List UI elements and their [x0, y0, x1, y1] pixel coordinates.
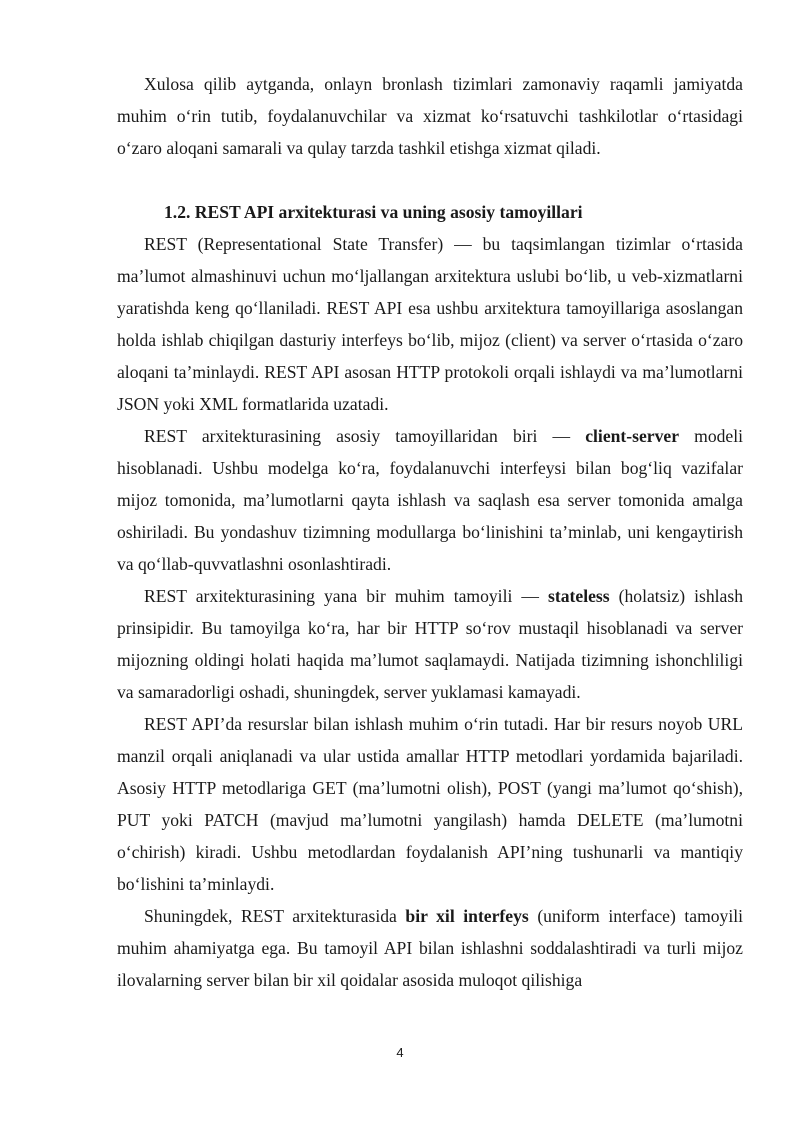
paragraph-text: modeli hisoblanadi. Ushbu modelga koʻra, foydalanuvchi interfeysi bilan bogʻliq vazifalar mijoz tomonida, maʼlumotlarni qayta ishlash va saqlash esa server tomonida amalga oshiriladi. Bu yondashuv tizimning modullarga boʻlinishini taʼminlab, uni kengaytirish va qoʻllab-quvvatlashni osonlashtiradi.: [117, 426, 743, 574]
paragraph-stateless: [117, 580, 743, 708]
bold-term-stateless: stateless: [548, 586, 610, 606]
paragraph-text: (uniform interface) tamoyili muhim ahamiyatga ega. Bu tamoyil API bilan ishlashni soddalashtiradi va turli mijoz ilovalarning server bilan bir xil qoidalar asosida muloqot qilishiga: [117, 906, 744, 990]
paragraph-uniform-interface: [117, 900, 743, 996]
paragraph-text: (holatsiz) ishlash prinsipidir. Bu tamoyilga koʻra, har bir HTTP soʻrov mustaqil hisoblanadi va server mijozning oldingi holati haqida maʼlumot saqlamaydi. Natijada tizimning ishonchliligi va samaradorligi oshadi, shuningdek, server yuklamasi kamayadi.: [117, 586, 743, 702]
document-page: [117, 68, 743, 996]
page-number: 4: [396, 1045, 404, 1060]
intro-paragraph: Xulosa qilib aytganda, onlayn bronlash tizimlari zamonaviy raqamli jamiyatda muhim oʻrin tutib, foydalanuvchilar va xizmat koʻrsatuvchi tashkilotlar oʻrtasidagi oʻzaro aloqani samarali va qulay tarzda tashkil etishga xizmat qiladi.: [117, 74, 743, 158]
paragraph-text: REST arxitekturasining yana bir muhim tamoyili —: [144, 586, 549, 606]
paragraph-text: REST arxitekturasining asosiy tamoyillaridan biri —: [144, 426, 586, 446]
paragraph-client-server: [117, 420, 743, 580]
bold-term-client-server: client-server: [585, 426, 680, 446]
paragraph-rest-definition: REST (Representational State Transfer) — bu taqsimlangan tizimlar oʻrtasida maʼlumot almashinuvi uchun moʻljallangan arxitektura uslubi boʻlib, u veb-xizmatlarni yaratishda keng qoʻllaniladi. REST API esa ushbu arxitektura tamoyillariga asoslangan holda ishlab chiqilgan dasturiy interfeys boʻlib, mijoz (client) va server oʻrtasida oʻzaro aloqani taʼminlaydi. REST API asosan HTTP protokoli orqali ishlaydi va maʼlumotlarni JSON yoki XML formatlarida uzatadi.: [117, 234, 743, 414]
paragraph-text: Shuningdek, REST arxitekturasida: [144, 906, 406, 926]
paragraph-resources: REST APIʼda resurslar bilan ishlash muhim oʻrin tutadi. Har bir resurs noyob URL manzil orqali aniqlanadi va ular ustida amallar HTTP metodlari yordamida bajariladi. Asosiy HTTP metodlariga GET (maʼlumotni olish), POST (yangi maʼlumot qoʻshish), PUT yoki PATCH (mavjud maʼlumotni yangilash) hamda DELETE (maʼlumotni oʻchirish) kiradi. Ushbu metodlardan foydalanish APIʼning tushunarli va mantiqiy boʻlishini taʼminlaydi.: [117, 714, 743, 894]
bold-term-uniform-interface: bir xil interfeys: [405, 906, 529, 926]
section-heading: 1.2. REST API arxitekturasi va uning asosiy tamoyillari: [164, 202, 583, 222]
